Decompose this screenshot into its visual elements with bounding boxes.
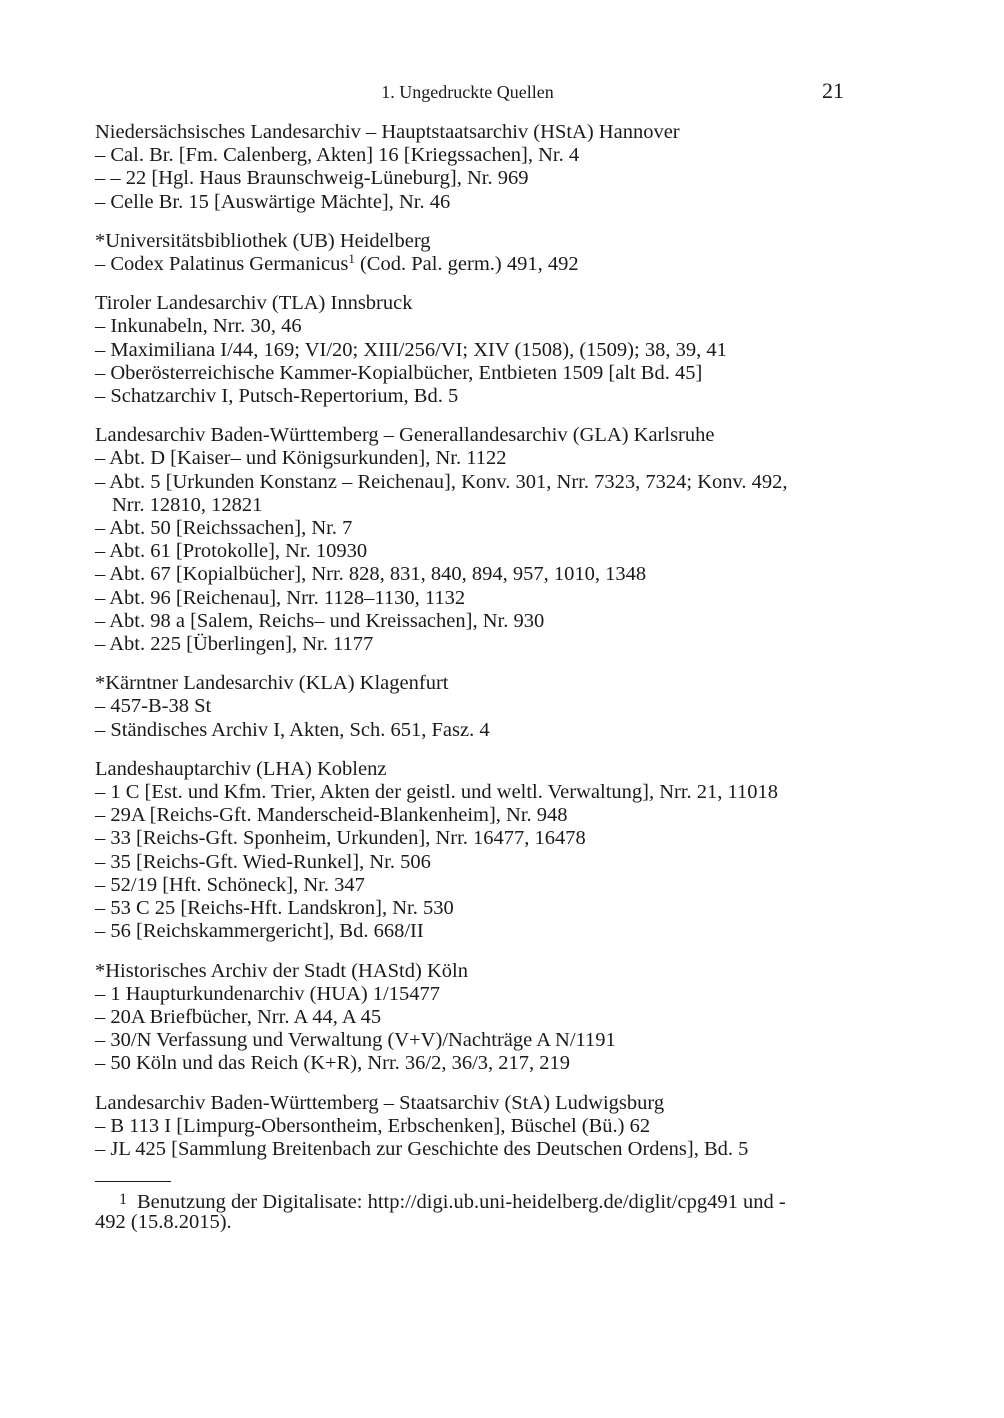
footnote-line: 492 (15.8.2015). <box>95 1211 232 1234</box>
archive-entry: – 1 Haupturkundenarchiv (HUA) 1/15477 <box>95 982 441 1005</box>
archive-heading: Tiroler Landesarchiv (TLA) Innsbruck <box>95 292 413 315</box>
archive-entry <box>95 253 850 276</box>
archive-entry: – 30/N Verfassung und Verwaltung (V+V)/Nachträge A N/1191 <box>95 1029 616 1052</box>
page-number: 21 <box>822 78 844 103</box>
archive-entry: – Inkunabeln, Nrr. 30, 46 <box>95 315 302 338</box>
archive-heading: *Universitätsbibliothek (UB) Heidelberg <box>95 229 431 252</box>
archive-entry: – 457-B-38 St <box>95 695 212 718</box>
archive-group-heidelberg <box>95 230 850 276</box>
archive-entry: – Celle Br. 15 [Auswärtige Mächte], Nr. 46 <box>95 190 451 213</box>
page <box>95 78 850 1232</box>
archive-group-karlsruhe <box>95 424 850 656</box>
entry-text: (Cod. Pal. germ.) 491, 492 <box>354 253 579 276</box>
archive-entry: – 35 [Reichs-Gft. Wied-Runkel], Nr. 506 <box>95 850 431 873</box>
archive-entry: – Ständisches Archiv I, Akten, Sch. 651, Fasz. 4 <box>95 718 490 741</box>
running-title: 1. Ungedruckte Quellen <box>381 82 554 102</box>
archive-heading: *Kärntner Landesarchiv (KLA) Klagenfurt <box>95 672 449 695</box>
archive-heading: Landesarchiv Baden-Württemberg – Generallandesarchiv (GLA) Karlsruhe <box>95 424 715 447</box>
footnote-mark: 1 <box>119 1191 127 1209</box>
archive-entry-continuation: Nrr. 12810, 12821 <box>112 493 263 516</box>
footnote-reference[interactable]: 1 <box>348 251 355 267</box>
archive-heading: Landesarchiv Baden-Württemberg – Staatsarchiv (StA) Ludwigsburg <box>95 1091 665 1114</box>
archive-entry: – Abt. 96 [Reichenau], Nrr. 1128–1130, 1132 <box>95 586 466 609</box>
archive-heading: Niedersächsisches Landesarchiv – Hauptstaatsarchiv (HStA) Hannover <box>95 121 680 143</box>
archive-entry: – Abt. 5 [Urkunden Konstanz – Reichenau], Konv. 301, Nrr. 7323, 7324; Konv. 492, <box>95 470 788 493</box>
archive-group-innsbruck <box>95 292 850 408</box>
archive-entry: – 53 C 25 [Reichs-Hft. Landskron], Nr. 530 <box>95 897 454 920</box>
archive-entry: – 1 C [Est. und Kfm. Trier, Akten der geistl. und weltl. Verwaltung], Nrr. 21, 11018 <box>95 781 779 804</box>
archive-group-koblenz <box>95 758 850 944</box>
archive-heading: Landeshauptarchiv (LHA) Koblenz <box>95 757 387 780</box>
archive-entry: – 33 [Reichs-Gft. Sponheim, Urkunden], Nrr. 16477, 16478 <box>95 827 586 850</box>
archive-entry: – 52/19 [Hft. Schöneck], Nr. 347 <box>95 873 365 896</box>
archive-entry: – Schatzarchiv I, Putsch-Repertorium, Bd. 5 <box>95 385 459 408</box>
archive-entry: – Abt. 61 [Protokolle], Nr. 10930 <box>95 540 368 563</box>
source-list <box>95 121 850 1161</box>
archive-group-hannover <box>95 121 850 214</box>
archive-entry: – B 113 I [Limpurg-Obersontheim, Erbschenken], Büschel (Bü.) 62 <box>95 1114 651 1137</box>
archive-entry: – 56 [Reichskammergericht], Bd. 668/II <box>95 920 424 943</box>
archive-entry: – Abt. 225 [Überlingen], Nr. 1177 <box>95 633 374 656</box>
archive-entry: – Abt. 50 [Reichssachen], Nr. 7 <box>95 517 353 540</box>
running-head <box>95 78 850 110</box>
archive-entry: – Abt. 67 [Kopialbücher], Nrr. 828, 831, 840, 894, 957, 1010, 1348 <box>95 563 647 586</box>
footnote-line <box>95 1190 850 1212</box>
archive-entry: – JL 425 [Sammlung Breitenbach zur Geschichte des Deutschen Ordens], Bd. 5 <box>95 1137 749 1160</box>
archive-group-klagenfurt <box>95 672 850 742</box>
footnote <box>95 1190 850 1232</box>
archive-group-ludwigsburg <box>95 1092 850 1162</box>
archive-entry: – Maximiliana I/44, 169; VI/20; XIII/256/VI; XIV (1508), (1509); 38, 39, 41 <box>95 338 727 361</box>
archive-entry: – Oberösterreichische Kammer-Kopialbücher, Entbieten 1509 [alt Bd. 45] <box>95 361 703 384</box>
archive-entry: – Cal. Br. [Fm. Calenberg, Akten] 16 [Kriegssachen], Nr. 4 <box>95 144 580 167</box>
archive-entry: – – 22 [Hgl. Haus Braunschweig-Lüneburg], Nr. 969 <box>95 167 529 190</box>
entry-text: – Codex Palatinus Germanicus <box>95 253 349 276</box>
archive-entry: – Abt. D [Kaiser– und Königsurkunden], Nr. 1122 <box>95 447 507 470</box>
footnote-text: Benutzung der Digitalisate: http://digi.ub.uni-heidelberg.de/diglit/cpg491 und - <box>137 1191 786 1214</box>
archive-entry: – 29A [Reichs-Gft. Manderscheid-Blankenheim], Nr. 948 <box>95 804 568 827</box>
archive-group-koeln <box>95 960 850 1076</box>
archive-entry: – 50 Köln und das Reich (K+R), Nrr. 36/2, 36/3, 217, 219 <box>95 1052 571 1075</box>
footnote-divider <box>95 1181 171 1182</box>
archive-heading: *Historisches Archiv der Stadt (HAStd) Köln <box>95 959 468 982</box>
archive-entry: – 20A Briefbücher, Nrr. A 44, A 45 <box>95 1005 382 1028</box>
archive-entry: – Abt. 98 a [Salem, Reichs– und Kreissachen], Nr. 930 <box>95 609 545 632</box>
